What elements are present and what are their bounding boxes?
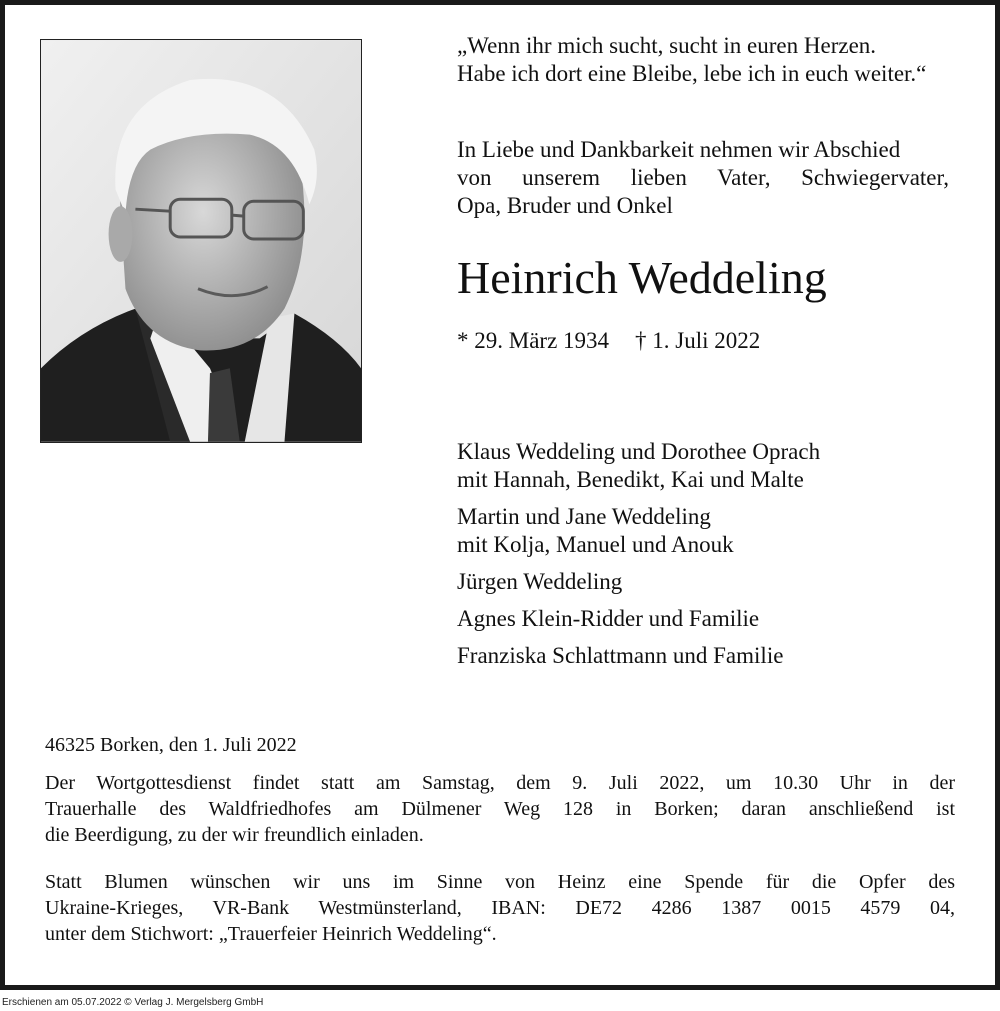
donation-info [45, 869, 955, 947]
mourner-line: Jürgen Weddeling [457, 569, 623, 594]
service-line: die Beerdigung, zu der wir freundlich einladen. [45, 824, 424, 846]
service-line: Der Wortgottesdienst findet statt am Samstag, dem 9. Juli 2022, um 10.30 Uhr in der [45, 772, 955, 794]
publication-footer: Erschienen am 05.07.2022 © Verlag J. Mergelsberg GmbH [2, 997, 264, 1008]
quote-line: Habe ich dort eine Bleibe, lebe ich in euch weiter.“ [457, 61, 927, 86]
farewell-line: Opa, Bruder und Onkel [457, 193, 673, 218]
mourner-group [457, 568, 957, 596]
farewell-text [457, 136, 949, 220]
mourner-line: Klaus Weddeling und Dorothee Oprach [457, 439, 821, 464]
mourner-line: mit Kolja, Manuel und Anouk [457, 532, 734, 557]
donation-line: unter dem Stichwort: „Trauerfeier Heinrich Weddeling“. [45, 923, 497, 945]
mourner-group [457, 438, 957, 494]
service-info [45, 770, 955, 848]
quote [457, 32, 957, 88]
deceased-name: Heinrich Weddeling [457, 252, 827, 303]
mourner-line: Martin und Jane Weddeling [457, 504, 711, 529]
farewell-line: In Liebe und Dankbarkeit nehmen wir Abschied [457, 137, 901, 162]
place-and-date: 46325 Borken, den 1. Juli 2022 [45, 734, 297, 756]
portrait-photo [40, 39, 362, 443]
birth-date: * 29. März 1934 [457, 328, 610, 353]
mourners-list [457, 438, 957, 679]
mourner-line: mit Hannah, Benedikt, Kai und Malte [457, 467, 804, 492]
donation-line: Ukraine-Krieges, VR-Bank Westmünsterland, IBAN: DE72 4286 1387 0015 4579 04, [45, 897, 955, 919]
death-date: † 1. Juli 2022 [635, 328, 761, 353]
mourner-group [457, 642, 957, 670]
mourner-group [457, 605, 957, 633]
donation-line: Statt Blumen wünschen wir uns im Sinne von Heinz eine Spende für die Opfer des [45, 871, 955, 893]
mourner-line: Franziska Schlattmann und Familie [457, 643, 784, 668]
quote-line: „Wenn ihr mich sucht, sucht in euren Herzen. [457, 33, 877, 58]
life-dates [457, 326, 957, 356]
mourner-group [457, 503, 957, 559]
service-line: Trauerhalle des Waldfriedhofes am Dülmener Weg 128 in Borken; daran anschließend ist [45, 798, 955, 820]
mourner-line: Agnes Klein-Ridder und Familie [457, 606, 760, 631]
farewell-line: von unserem lieben Vater, Schwiegervater, [457, 165, 949, 190]
